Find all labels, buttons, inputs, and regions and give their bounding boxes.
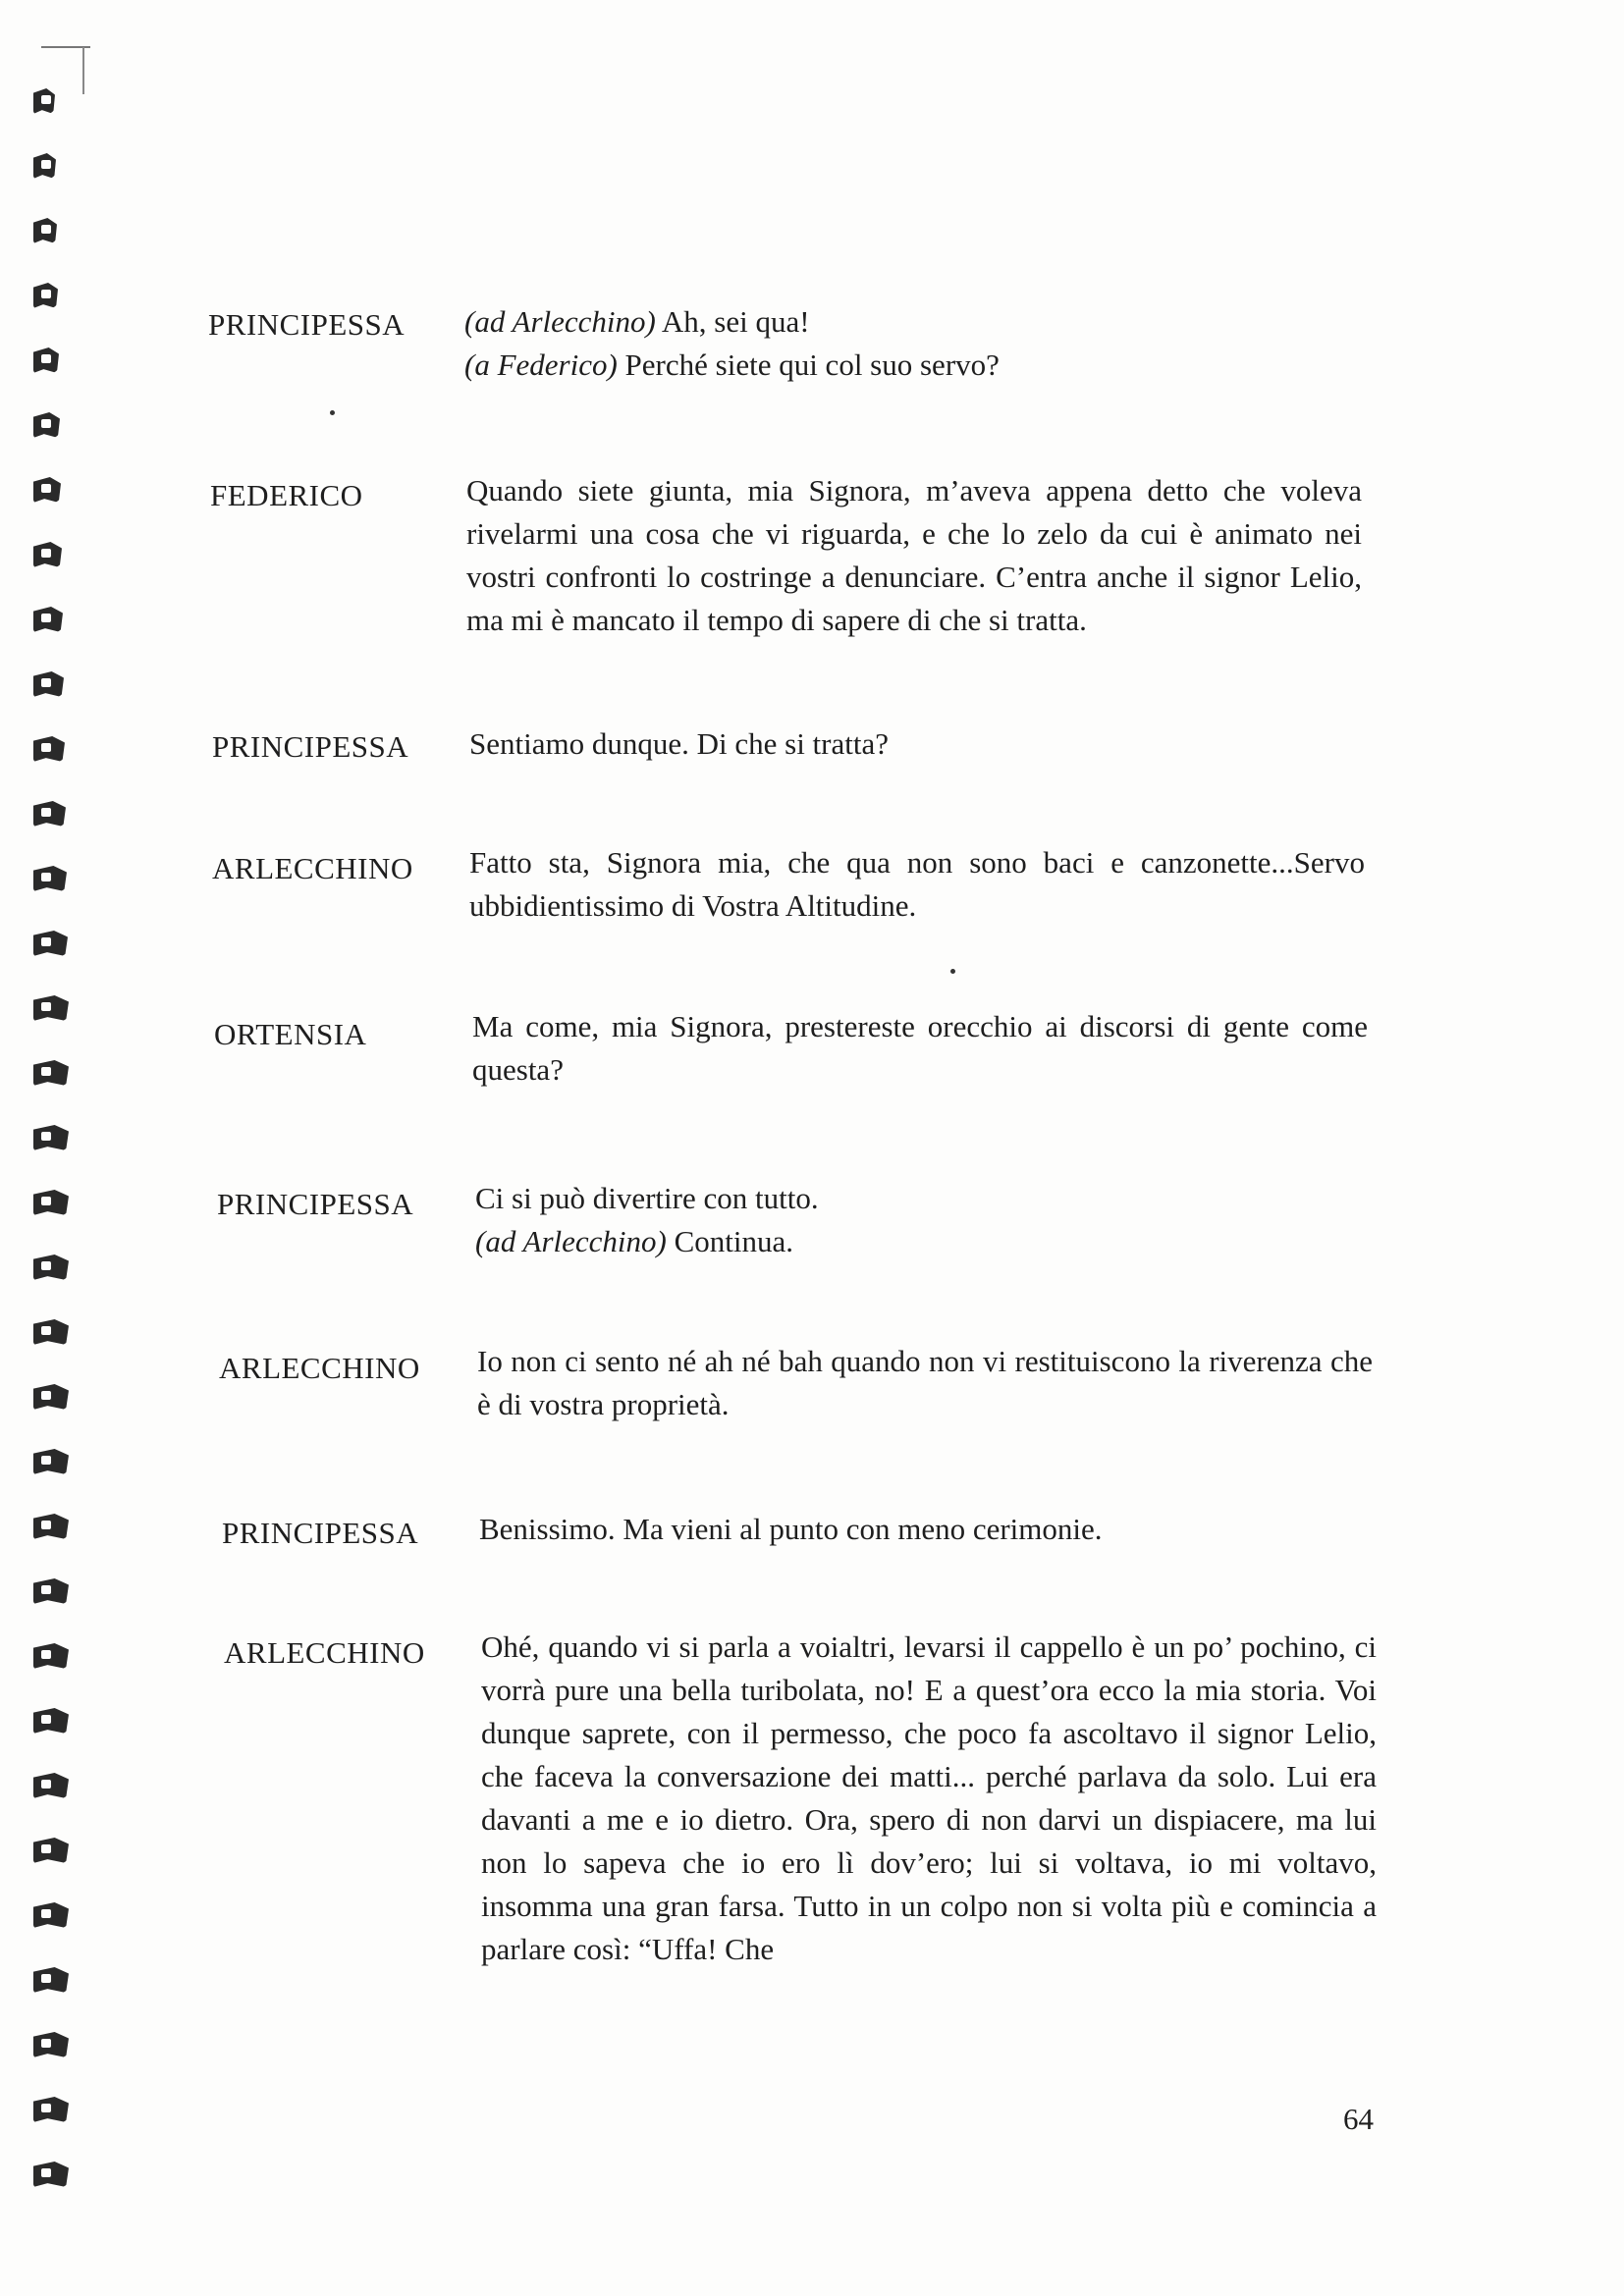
binding-coil xyxy=(33,283,58,308)
binding-coil xyxy=(33,995,69,1021)
scan-mark xyxy=(82,47,84,94)
speech xyxy=(464,300,1191,387)
speech-text: Continua. xyxy=(666,1224,794,1258)
binding-coil xyxy=(33,542,62,567)
speech: Benissimo. Ma vieni al punto con meno cerimonie. xyxy=(479,1512,1103,1546)
speech-line xyxy=(464,344,1191,387)
scan-speck xyxy=(330,410,335,415)
spiral-binding xyxy=(27,88,86,2287)
speaker-name: ARLECCHINO xyxy=(219,1351,420,1385)
speaker-name: PRINCIPESSA xyxy=(212,729,409,764)
speaker-name: PRINCIPESSA xyxy=(217,1187,414,1221)
binding-coil xyxy=(33,736,65,762)
speech: Ma come, mia Signora, prestereste orecchio ai discorsi di gente come questa? xyxy=(472,1009,1368,1087)
binding-coil xyxy=(33,1838,69,1863)
speech-line xyxy=(475,1177,1371,1220)
speech-line xyxy=(464,300,1191,344)
binding-coil xyxy=(33,1643,69,1669)
binding-coil xyxy=(33,1384,69,1410)
stage-direction: (ad Arlecchino) xyxy=(475,1224,667,1258)
binding-coil xyxy=(33,477,61,503)
binding-coil xyxy=(33,1060,69,1086)
speech-text: Ah, sei qua! xyxy=(655,304,810,339)
speech: Quando siete giunta, mia Signora, m’aveva appena detto che voleva rivelarmi una cosa che vi riguarda, e che lo zelo da cui è animato nei vostri confronti lo costringe a denunciare. C’entra anche il signor Lelio, ma mi è mancato il tempo di sapere di che si tratta. xyxy=(466,473,1362,637)
speaker-name: PRINCIPESSA xyxy=(208,307,406,342)
binding-coil xyxy=(33,607,63,632)
binding-coil xyxy=(33,1255,69,1280)
binding-coil xyxy=(33,1190,69,1215)
speaker-name: PRINCIPESSA xyxy=(222,1516,419,1550)
binding-coil xyxy=(33,801,66,827)
scan-speck xyxy=(950,969,955,974)
speech-line xyxy=(475,1220,1371,1263)
binding-coil xyxy=(33,1967,69,1993)
speaker-name: FEDERICO xyxy=(210,478,363,512)
speech-text: Ci si può divertire con tutto. xyxy=(475,1181,819,1215)
page-number: 64 xyxy=(1343,2102,1374,2136)
binding-coil xyxy=(33,931,68,956)
speech: Ohé, quando vi si parla a voialtri, levarsi il cappello è un po’ pochino, ci vorrà pure una bella turibolata, no! E a quest’ora ecco la mia storia. Voi dunque saprete, con il permesso, che poco fa ascoltavo il signor Lelio, che faceva la conversazione dei matti... perché parlava da solo. Lui era davanti a me e io dietro. Ora, spero di non darvi un dispiacere, ma lui non lo sapeva che io ero lì dov’ero; lui si voltava, io mi voltavo, insomma una gran farsa. Tutto in un colpo non si volta più e comincia a parlare così: “Uffa! Che xyxy=(481,1629,1377,1966)
binding-coil xyxy=(33,1319,69,1345)
speech: Fatto sta, Signora mia, che qua non sono baci e canzonette...Servo ubbidientissimo di Vostra Altitudine. xyxy=(469,845,1365,923)
binding-coil xyxy=(33,412,60,438)
stage-direction: (a Federico) xyxy=(464,347,618,382)
binding-coil xyxy=(33,2097,69,2122)
speech: Sentiamo dunque. Di che si tratta? xyxy=(469,726,889,761)
speaker-name: ARLECCHINO xyxy=(212,851,413,885)
binding-coil xyxy=(33,1449,69,1474)
speech-text: Perché siete qui col suo servo? xyxy=(617,347,1000,382)
binding-coil xyxy=(33,2032,69,2057)
binding-coil xyxy=(33,1514,69,1539)
stage-direction: (ad Arlecchino) xyxy=(464,304,656,339)
binding-coil xyxy=(33,1125,69,1150)
binding-coil xyxy=(33,347,59,373)
binding-coil xyxy=(33,671,64,697)
binding-coil xyxy=(33,88,55,114)
speech: Io non ci sento né ah né bah quando non vi restituiscono la riverenza che è di vostra proprietà. xyxy=(477,1344,1373,1421)
binding-coil xyxy=(33,1708,69,1734)
binding-coil xyxy=(33,1578,69,1604)
binding-coil xyxy=(33,1773,69,1798)
speaker-name: ORTENSIA xyxy=(214,1017,367,1051)
binding-coil xyxy=(33,1902,69,1928)
binding-coil xyxy=(33,866,67,891)
binding-coil xyxy=(33,218,57,243)
binding-coil xyxy=(33,2162,69,2187)
speech xyxy=(475,1177,1371,1263)
binding-coil xyxy=(33,153,56,179)
speaker-name: ARLECCHINO xyxy=(224,1635,425,1670)
